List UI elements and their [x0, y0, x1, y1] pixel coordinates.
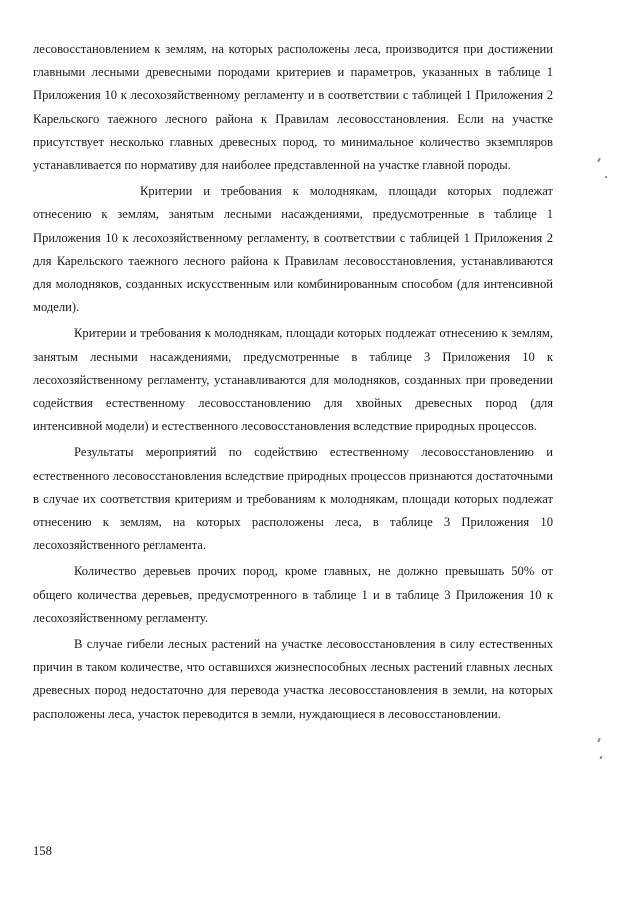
paragraph-5: Количество деревьев прочих пород, кроме главных, не должно превышать 50% от общего количества деревьев, предусмотренного в таблице 1 и в таблице 3 Приложения 10 к лесохозяйственному регламенту.: [33, 564, 553, 625]
page-number: 158: [33, 844, 52, 858]
paragraph-2: Критерии и требования к молоднякам, площади которых подлежат отнесению к землям, занятым лесными насаждениями, предусмотренные в таблице 1 Приложения 10 к лесохозяйственному регламенту, в соответствии с таблицей 1 Приложения 2 для Карельского таежного лесного района к Правилам лесовосстановления, устанавливаются для молодняков, созданных искусственным или комбинированным способом (для интенсивной модели).: [33, 184, 553, 315]
scan-speck: [597, 738, 601, 742]
paragraph-6: В случае гибели лесных растений на участке лесовосстановления в силу естественных причин в таком количестве, что оставшихся жизнеспособных лесных растений главных лесных древесных пород недостаточно для перевода участка лесовосстановления в земли, на которых расположены леса, участок переводится в земли, нуждающиеся в лесовосстановлении.: [33, 637, 553, 721]
scan-speck: [605, 176, 608, 179]
scan-speck: [597, 158, 601, 162]
paragraph-1: лесовосстановлением к землям, на которых расположены леса, производится при достижении главными лесными древесными породами критериев и параметров, указанных в таблице 1 Приложения 10 к лесохозяйственному регламенту и в соответствии с таблицей 1 Приложения 2 Карельского таежного лесного района к Правилам лесовосстановления. Если на участке присутствует несколько главных древесных пород, то минимальное количество экземпляров устанавливается по нормативу для наиболее представленной на участке главной породы.: [33, 42, 553, 173]
scan-speck: [599, 756, 602, 760]
paragraph-4: Результаты мероприятий по содействию естественному лесовосстановлению и естественного лесовосстановления вследствие природных процессов признаются достаточными в случае их соответствия критериям и требованиям к молоднякам, площади которых подлежат отнесению к землям, на которых расположены леса, в таблице 3 Приложения 10 лесохозяйственного регламента.: [33, 445, 553, 553]
paragraph-3: Критерии и требования к молоднякам, площади которых подлежат отнесению к землям, занятым лесными насаждениями, предусмотренные в таблице 3 Приложения 10 к лесохозяйственному регламенту, устанавливаются для молодняков, созданных при проведении содействия естественному лесовосстановлению для хвойных древесных пород (для интенсивной модели) и естественного лесовосстановления вследствие природных процессов.: [33, 326, 553, 434]
body-text: [33, 38, 553, 726]
